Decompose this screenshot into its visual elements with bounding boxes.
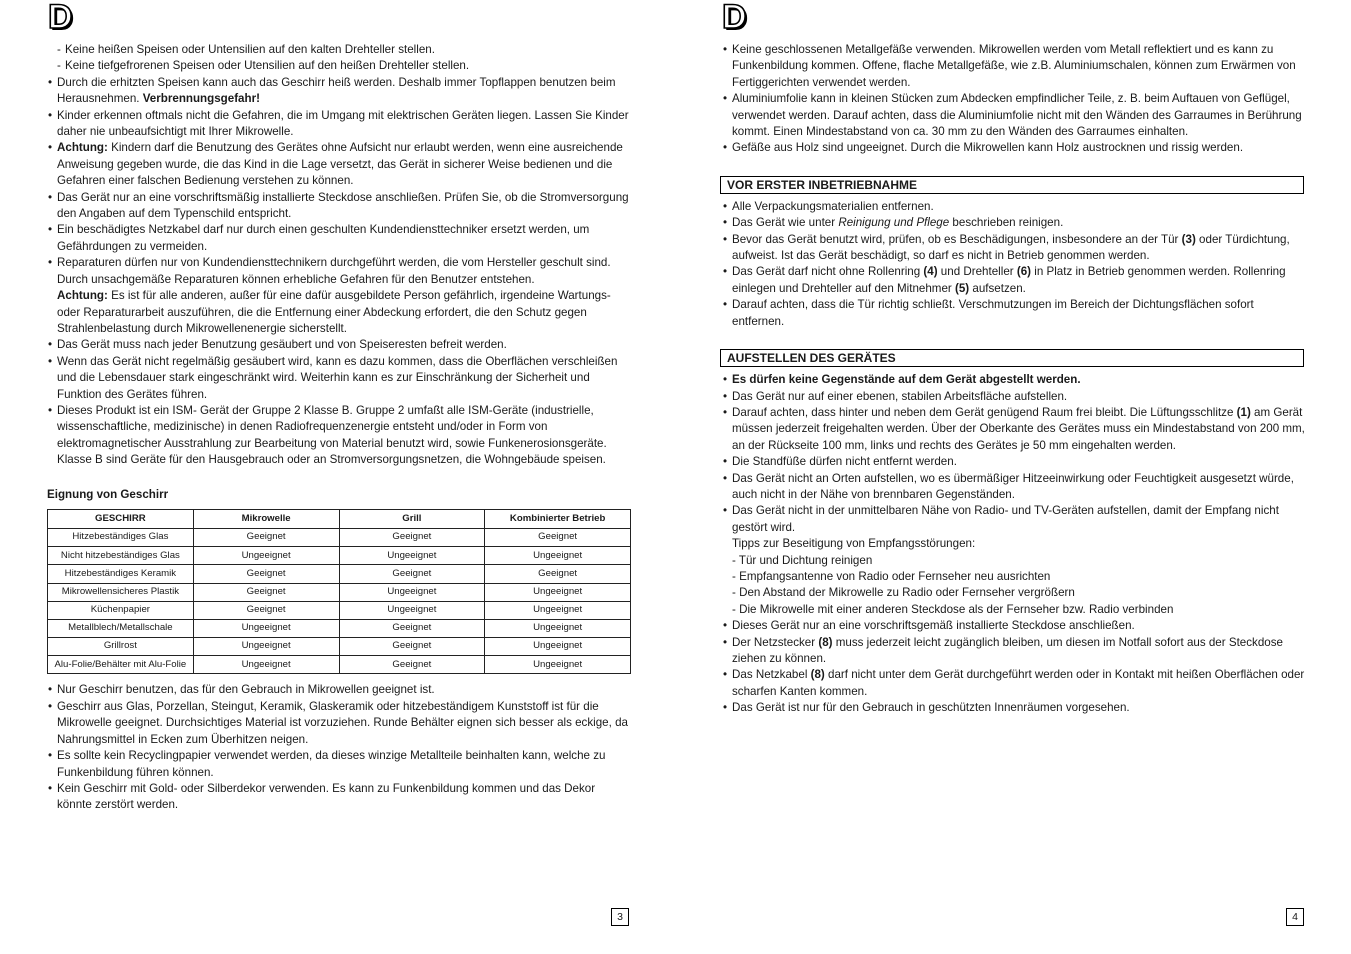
list-item-text: [732, 619, 1135, 632]
list-item: [722, 503, 1307, 536]
emphasis-text: (6): [1016, 265, 1032, 279]
text-run: Das Gerät nur auf einer ebenen, stabilen Arbeitsfläche aufstellen.: [732, 389, 1068, 403]
list-item: [722, 372, 1307, 388]
emphasis-text: Achtung:: [57, 289, 108, 303]
section-heading-first-use: VOR ERSTER INBETRIEBNAHME: [720, 176, 1304, 194]
text-run: am Gerät müssen jederzeit freigehalten werden. Über der Oberkante des Gerätes muss ein Mindestabstand von 200 mm, an der Rückseite 100 mm, links und rechts des Gerätes je 50 mm eingehalten werden.: [732, 405, 1305, 452]
suitability-cell: Ungeeignet: [485, 601, 631, 619]
list-item-text: [57, 76, 616, 105]
text-run: Nur Geschirr benutzen, das für den Gebrauch in Mikrowellen geeignet ist.: [57, 683, 435, 697]
list-item: [722, 667, 1307, 700]
list-item-text: [732, 554, 872, 567]
suitability-cell: Ungeeignet: [339, 601, 485, 619]
text-run: Alle Verpackungsmaterialien entfernen.: [732, 199, 934, 213]
text-run: in Platz in Betrieb genommen werden. Rollenring einlegen und Drehteller auf den Mitnehmer: [732, 265, 1286, 295]
text-run: beschrieben reinigen.: [949, 216, 1064, 230]
suitability-cell: Geeignet: [485, 565, 631, 583]
text-run: Das Gerät nur an eine vorschriftsmäßig installierte Steckdose anschließen. Prüfen Sie, ob die Stromversorgung den Angaben auf dem Typenschild entspricht.: [57, 190, 629, 221]
list-item-text: [57, 58, 632, 74]
table-header-cell: Grill: [339, 509, 485, 528]
list-item: [722, 585, 1307, 601]
text-run: Keine tiefgefrorenen Speisen oder Utensilien auf den heißen Drehteller stellen.: [65, 59, 470, 73]
list-item: [47, 58, 632, 74]
list-item-text: [57, 289, 611, 335]
table-row: [48, 528, 631, 546]
list-item-text: [57, 109, 629, 138]
bullet-marker: •: [48, 749, 53, 763]
dishware-table: [47, 509, 631, 675]
list-item: [722, 569, 1307, 585]
list-item: [722, 635, 1307, 668]
suitability-cell: Geeignet: [193, 528, 339, 546]
text-run: Der Netzstecker: [732, 635, 819, 649]
suitability-cell: Ungeeignet: [485, 547, 631, 565]
list-item: [47, 108, 632, 141]
list-item-text: [732, 373, 1081, 386]
list-item-text: [732, 406, 1305, 452]
list-item: [722, 215, 1307, 231]
text-run: Keine geschlossenen Metallgefäße verwenden. Mikrowellen werden vom Metall reflektiert und es kann zu Funkenbildung kommen. Offene, flache Metallgefäße, wie z.B. Aluminiumschalen, können zum Erwärmen von Fertiggerichten verwendet werden.: [732, 43, 1296, 89]
suitability-cell: Geeignet: [339, 565, 485, 583]
bullet-marker: •: [723, 43, 728, 56]
text-run: Darauf achten, dass hinter und neben dem Gerät genügend Raum frei bleibt. Die Lüftungsschlitze: [732, 405, 1237, 419]
suitability-cell: Geeignet: [193, 601, 339, 619]
list-item: [722, 618, 1307, 634]
dishware-name-cell: Küchenpapier: [48, 601, 194, 619]
bullet-marker: •: [723, 199, 728, 213]
bullet-marker: •: [48, 699, 53, 713]
dishware-name-cell: Hitzebeständiges Glas: [48, 528, 194, 546]
list-item-text: [732, 265, 1286, 294]
bullet-marker: •: [48, 223, 53, 237]
emphasis-text: (1): [1236, 405, 1251, 419]
list-item-text: [732, 570, 1050, 583]
suitability-cell: Geeignet: [193, 583, 339, 601]
list-item: [47, 190, 632, 223]
text-run: - Die Mikrowelle mit einer anderen Steckdose als der Fernseher bzw. Radio verbinden: [732, 602, 1174, 616]
list-item-text: [732, 668, 1304, 697]
text-run: Die Standfüße dürfen nicht entfernt werden.: [732, 455, 957, 469]
text-run: - Empfangsantenne von Radio oder Fernseher neu ausrichten: [732, 569, 1051, 583]
bullet-marker: •: [48, 141, 53, 155]
table-header-cell: GESCHIRR: [48, 509, 194, 528]
right-content: [722, 42, 1307, 717]
suitability-cell: Ungeeignet: [339, 583, 485, 601]
bullet-marker: •: [723, 668, 728, 682]
list-item: [722, 454, 1307, 470]
list-item-text: [57, 782, 595, 811]
emphasis-text: (4): [923, 265, 938, 279]
suitability-cell: Geeignet: [339, 619, 485, 637]
bullet-marker: •: [723, 619, 728, 633]
bullet-marker: •: [48, 683, 53, 697]
table-row: [48, 583, 631, 601]
dash-marker: -: [57, 59, 61, 73]
list-item-text: [57, 223, 589, 252]
dishware-notes-list: [47, 682, 632, 813]
text-run: Ein beschädigtes Netzkabel darf nur durch einen geschulten Kundendiensttechniker ersetzt werden, um Gefährdungen zu vermeiden.: [57, 223, 590, 253]
bullet-marker: •: [723, 298, 728, 312]
list-item: [47, 699, 632, 748]
table-header-row: [48, 509, 631, 528]
list-item-text: [57, 256, 611, 285]
text-run: Keine heißen Speisen oder Untensilien auf den kalten Drehteller stellen.: [65, 43, 435, 56]
list-item-text: [732, 216, 1063, 229]
installation-list: [722, 372, 1307, 717]
text-run: Das Gerät nicht an Orten aufstellen, wo es übermäßiger Hitzeeinwirkung oder Feuchtigkeit ausgesetzt würde, auch nicht in der Nähe von brennbaren Gegenständen.: [732, 471, 1294, 501]
table-title: Eignung von Geschirr: [47, 487, 169, 501]
bullet-marker: •: [48, 75, 53, 89]
text-run: Das Gerät nicht in der unmittelbaren Nähe von Radio- und TV-Geräten aufstellen, damit der Empfang nicht gestört wird.: [732, 504, 1279, 534]
text-run: Dieses Gerät nur an eine vorschriftsgemäß installierte Steckdose anschließen.: [732, 619, 1135, 633]
suitability-cell: Geeignet: [339, 528, 485, 546]
list-item-text: [57, 700, 628, 746]
suitability-cell: Geeignet: [193, 565, 339, 583]
list-item: [722, 471, 1307, 504]
list-item: [722, 297, 1307, 330]
bullet-marker: •: [723, 635, 728, 649]
suitability-cell: Ungeeignet: [485, 583, 631, 601]
list-item: [47, 682, 632, 698]
suitability-cell: Ungeeignet: [193, 547, 339, 565]
dishware-name-cell: Mikrowellensicheres Plastik: [48, 583, 194, 601]
emphasis-text: (8): [818, 635, 833, 649]
list-item: [47, 781, 632, 814]
bullet-marker: •: [723, 471, 728, 485]
bullet-marker: •: [723, 92, 728, 106]
list-item-text: [732, 298, 1254, 327]
text-run: aufsetzen.: [969, 281, 1026, 295]
bullet-marker: •: [48, 338, 53, 352]
list-item-text: [57, 338, 507, 351]
list-item-text: [732, 636, 1283, 665]
language-letter: D: [48, 0, 73, 36]
list-item: [722, 405, 1307, 454]
text-run: Das Netzkabel: [732, 668, 811, 682]
list-item: [47, 288, 632, 337]
text-run: Es ist für alle anderen, außer für eine dafür ausgebildete Person gefährlich, irgendeine Wartungs- oder Reparaturarbeit auszuführen, die die Entfernung einer Abdeckung erfordert, die den Schutz gegen Strahlenbelastung durch Mikrowellenenergie sicherstellt.: [57, 289, 611, 335]
list-item-text: [732, 603, 1173, 616]
dishware-name-cell: Hitzebeständiges Keramik: [48, 565, 194, 583]
section-heading-installation: AUFSTELLEN DES GERÄTES: [720, 349, 1304, 367]
bullet-marker: •: [723, 216, 728, 230]
list-item-text: [732, 200, 934, 213]
table-row: [48, 656, 631, 674]
list-item-text: [57, 42, 632, 58]
bullet-marker: •: [723, 701, 728, 715]
dishware-name-cell: Metallblech/Metallschale: [48, 619, 194, 637]
text-run: Kindern darf die Benutzung des Gerätes ohne Aufsicht nur erlaubt werden, wenn eine ausreichende Anweisung gegeben wurde, die das Kind in die Lage versetzt, das Gerät in sicherer Weise bedienen und die Gefahren einer falschen Bedienung verstehen zu können.: [57, 141, 623, 188]
text-run: Reparaturen dürfen nur von Kundendiensttechnikern durchgeführt werden, die vom Hersteller geschult sind. Durch unsachgemäße Reparaturen können erhebliche Gefahren für den Benutzer entstehen.: [57, 256, 611, 286]
bullet-marker: •: [723, 389, 728, 403]
bullet-marker: •: [723, 265, 728, 279]
list-item: [722, 232, 1307, 265]
suitability-cell: Ungeeignet: [485, 656, 631, 674]
list-item-text: [732, 390, 1067, 403]
text-run: Durch die erhitzten Speisen kann auch das Geschirr heiß werden. Deshalb immer Topflappen benutzen beim Herausnehmen.: [57, 75, 616, 106]
text-run: Es sollte kein Recyclingpapier verwendet werden, da dieses winzige Metallteile beinhalten kann, welche zu Funkenbildung führen können.: [57, 749, 606, 779]
list-item-text: [732, 455, 957, 468]
bullet-marker: •: [723, 141, 728, 155]
text-run: Wenn das Gerät nicht regelmäßig gesäubert wird, kann es dazu kommen, dass die Oberflächen verschleißen und die Lebensdauer stark eingeschränkt wird. Weiterhin kann es zur Einschränkung der Sicherheit und Funktion des Gerätes führen.: [57, 354, 618, 401]
list-item-text: [57, 404, 607, 466]
suitability-cell: Geeignet: [485, 528, 631, 546]
emphasis-text: (8): [810, 668, 825, 682]
safety-list: [47, 42, 632, 469]
text-run: Dieses Produkt ist ein ISM- Gerät der Gruppe 2 Klasse B. Gruppe 2 umfaßt alle ISM-Geräte (industrielle, wissenschaftliche, medizinische) in denen Radiofrequenzenergie entsteht und/oder in Form von elektromagnetischer Ausstrahlung zur Bearbeitung von Material benutzt wird, sowie Funkenerosionsgeräte. Klasse B sind Geräte für den Hausgebrauch oder an Stromversorgungsnetzen, die Wohngebäude speisen.: [57, 403, 607, 467]
text-run: darf nicht unter dem Gerät durchgeführt werden oder in Kontakt mit heißen Oberflächen oder scharfen Kanten kommen.: [732, 668, 1305, 698]
bullet-marker: •: [723, 232, 728, 246]
table-row: [48, 638, 631, 656]
text-run: Kein Geschirr mit Gold- oder Silberdekor verwenden. Es kann zu Funkenbildung kommen und das Dekor könnte zerstört werden.: [57, 781, 596, 812]
text-run: Kinder erkennen oftmals nicht die Gefahren, die im Umgang mit elektrischen Geräten liegen. Lassen Sie Kinder daher nie unbeaufsichtigt mit Ihrer Mikrowelle.: [57, 108, 629, 139]
list-item: [722, 536, 1307, 552]
text-run: Geschirr aus Glas, Porzellan, Steingut, Keramik, Glaskeramik oder hitzebeständigem Kunststoff ist für die Mikrowelle geeignet. Durchsichtiges Material ist vorzuziehen. Runde Behälter eignen sich besser als eckige, da Nahrungsmittel in Ecken zum Überhitzen neigen.: [57, 699, 628, 746]
bullet-marker: •: [48, 108, 53, 122]
text-run: - Den Abstand der Mikrowelle zu Radio oder Fernseher vergrößern: [732, 586, 1075, 600]
suitability-cell: Ungeeignet: [339, 547, 485, 565]
list-item: [47, 337, 632, 353]
list-item: [722, 91, 1307, 140]
list-item: [47, 222, 632, 255]
first-use-list: [722, 199, 1307, 330]
bullet-marker: •: [48, 256, 53, 270]
dash-marker: -: [57, 43, 61, 56]
list-item-text: [732, 472, 1294, 501]
bullet-marker: •: [723, 455, 728, 469]
list-item: [722, 602, 1307, 618]
list-item: [47, 42, 632, 58]
list-item-text: [57, 141, 623, 187]
emphasis-text: Achtung:: [57, 141, 108, 155]
list-item-text: [57, 683, 435, 696]
bullet-marker: •: [48, 403, 53, 417]
suitability-cell: Ungeeignet: [485, 638, 631, 656]
page-number: 3: [611, 908, 629, 926]
list-item-text: [732, 537, 975, 550]
list-item-text: [57, 355, 617, 401]
left-content: [47, 42, 632, 814]
text-run: Das Gerät ist nur für den Gebrauch in geschützten Innenräumen vorgesehen.: [732, 701, 1130, 715]
table-body: [48, 528, 631, 674]
text-run: Bevor das Gerät benutzt wird, prüfen, ob es Beschädigungen, insbesondere an der Tür: [732, 232, 1182, 246]
text-run: muss jederzeit leicht zugänglich bleiben, um diesen im Notfall sofort aus der Steckdose ziehen zu können.: [732, 635, 1283, 665]
page-number: 4: [1286, 908, 1304, 926]
list-item-text: [732, 233, 1290, 262]
list-item: [722, 553, 1307, 569]
text-run: Das Gerät darf nicht ohne Rollenring: [732, 265, 924, 279]
table-row: [48, 601, 631, 619]
emphasis-text: Es dürfen keine Gegenstände auf dem Gerät abgestellt werden.: [732, 373, 1081, 387]
list-item: [722, 42, 1307, 91]
list-item-text: [732, 701, 1130, 714]
metal-notes-list: [722, 42, 1307, 157]
dishware-name-cell: Nicht hitzebeständiges Glas: [48, 547, 194, 565]
text-run: - Tür und Dichtung reinigen: [732, 553, 873, 567]
table-header-cell: Kombinierter Betrieb: [485, 509, 631, 528]
suitability-cell: Ungeeignet: [193, 656, 339, 674]
list-item: [47, 748, 632, 781]
suitability-cell: Ungeeignet: [193, 638, 339, 656]
list-item: [722, 700, 1307, 716]
list-item: [47, 140, 632, 189]
table-row: [48, 547, 631, 565]
emphasis-text: Verbrennungsgefahr!: [142, 92, 260, 106]
bullet-marker: •: [723, 405, 728, 419]
dishware-name-cell: Grillrost: [48, 638, 194, 656]
text-run: Darauf achten, dass die Tür richtig schließt. Verschmutzungen im Bereich der Dichtungsflächen sofort entfernen.: [732, 298, 1254, 328]
bullet-marker: •: [48, 781, 53, 795]
list-item: [722, 389, 1307, 405]
table-header-cell: Mikrowelle: [193, 509, 339, 528]
bullet-marker: •: [48, 190, 53, 204]
text-run: und Drehteller: [937, 265, 1017, 279]
list-item: [47, 75, 632, 108]
dishware-name-cell: Alu-Folie/Behälter mit Alu-Folie: [48, 656, 194, 674]
list-item: [47, 255, 632, 288]
list-item: [722, 140, 1307, 156]
text-run: Reinigung und Pflege: [838, 216, 950, 230]
list-item-text: [732, 92, 1302, 138]
bullet-marker: •: [48, 354, 53, 368]
list-item-text: [732, 43, 1296, 89]
text-run: oder Türdichtung, aufweist. Ist das Gerät beschädigt, so darf es nicht in Betrieb genommen werden.: [732, 232, 1290, 263]
list-item-text: [732, 504, 1279, 533]
list-item: [47, 354, 632, 403]
bullet-marker: •: [723, 504, 728, 518]
emphasis-text: (5): [955, 281, 970, 295]
text-run: Aluminiumfolie kann in kleinen Stücken zum Abdecken empfindlicher Teile, z. B. beim Auftauen von Geflügel, verwendet werden. Darauf achten, dass die Aluminiumfolie nicht mit den Wänden des Garraumes in Berührung kommt. Einen Mindestabstand von ca. 30 mm zu den Wänden des Garraumes einhalten.: [732, 92, 1302, 139]
list-item-text: [732, 586, 1075, 599]
language-letter: D: [722, 0, 747, 36]
list-item: [722, 199, 1307, 215]
list-item: [47, 403, 632, 469]
emphasis-text: (3): [1181, 232, 1196, 246]
bullet-marker: •: [723, 373, 728, 387]
list-item-text: [57, 191, 629, 220]
table-row: [48, 619, 631, 637]
list-item-text: [57, 749, 605, 778]
suitability-cell: Geeignet: [339, 656, 485, 674]
text-run: Tipps zur Beseitigung von Empfangsstörungen:: [732, 537, 976, 551]
text-run: Das Gerät muss nach jeder Benutzung gesäubert und von Speiseresten befreit werden.: [57, 338, 507, 352]
suitability-cell: Geeignet: [339, 638, 485, 656]
list-item-text: [732, 141, 1243, 154]
table-row: [48, 565, 631, 583]
suitability-cell: Ungeeignet: [485, 619, 631, 637]
text-run: Gefäße aus Holz sind ungeeignet. Durch die Mikrowellen kann Holz austrocknen und rissig werden.: [732, 141, 1244, 155]
text-run: Das Gerät wie unter: [732, 216, 839, 230]
list-item: [722, 264, 1307, 297]
suitability-cell: Ungeeignet: [193, 619, 339, 637]
